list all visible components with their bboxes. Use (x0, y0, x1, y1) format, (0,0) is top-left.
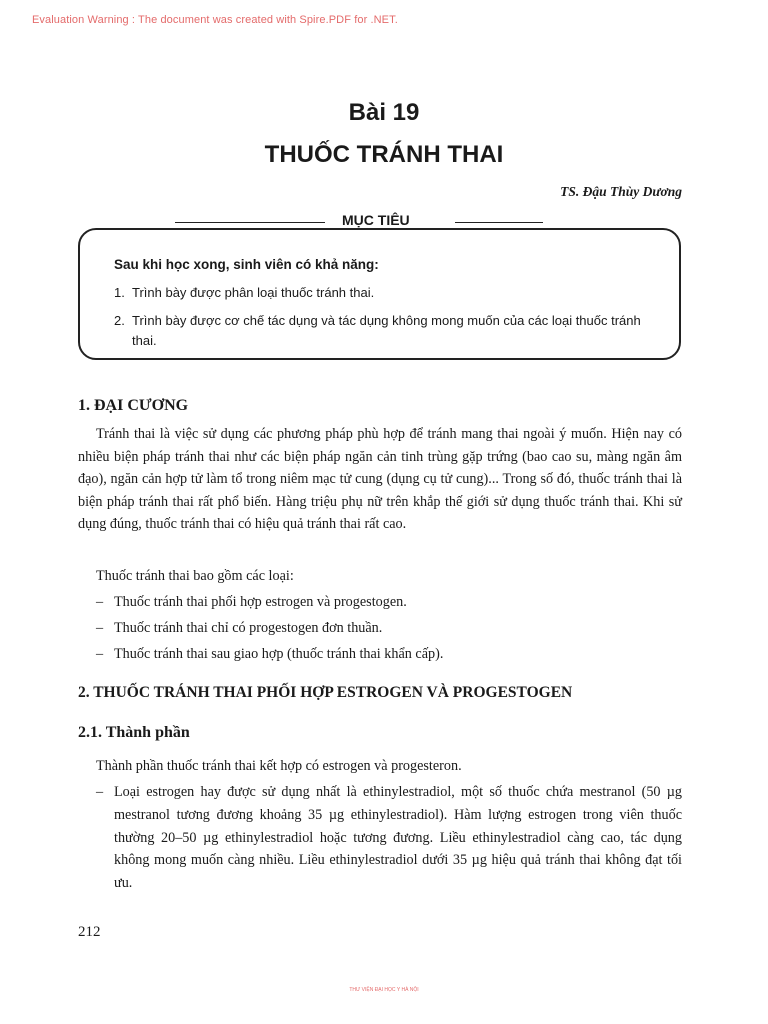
lesson-number: Bài 19 (348, 99, 420, 126)
dash-marker: – (96, 646, 104, 662)
list-item-text: Thuốc tránh thai phối hợp estrogen và progestogen. (114, 594, 407, 610)
list-item (96, 643, 682, 665)
objective-text: Trình bày được phân loại thuốc tránh thai. (132, 285, 375, 300)
dash-marker: – (96, 620, 104, 636)
objectives-heading: MỤC TIÊU (332, 212, 420, 228)
list-item-text: Thuốc tránh thai chỉ có progestogen đơn thuần. (114, 620, 383, 636)
dash-marker: – (96, 784, 104, 800)
objective-item (114, 311, 666, 351)
dash-marker: – (96, 594, 104, 610)
list-item (96, 781, 682, 895)
section-1-paragraph: Tránh thai là việc sử dụng các phương pháp phù hợp để tránh mang thai ngoài ý muốn. Hiện nay có nhiều biện pháp tránh thai như các biện pháp ngăn cản tinh trùng gặp trứng (bao cao su, màng ngăn âm đạo), ngăn cản hợp tử làm tổ trong niêm mạc tử cung (dụng cụ tử cung)... Trong số đó, thuốc tránh thai là biện pháp tránh thai rất phổ biến. Hàng triệu phụ nữ trên khắp thế giới sử dụng thuốc tránh thai. Khi sử dụng đúng, thuốc tránh thai có hiệu quả tránh thai rất cao. (78, 426, 682, 533)
objectives-rule-left (175, 222, 325, 223)
objective-item (114, 283, 666, 303)
page-number: 212 (78, 924, 101, 940)
objectives-intro: Sau khi học xong, sinh viên có khả năng: (114, 257, 379, 272)
types-intro: Thuốc tránh thai bao gồm các loại: (96, 568, 294, 584)
section-2-1-heading: 2.1. Thành phần (78, 724, 190, 741)
library-footer: THƯ VIỆN ĐẠI HỌC Y HÀ NỘI (349, 987, 419, 993)
section-2-heading: 2. THUỐC TRÁNH THAI PHỐI HỢP ESTROGEN VÀ PROGESTOGEN (78, 684, 573, 701)
list-item-text: Loại estrogen hay được sử dụng nhất là ethinylestradiol, một số thuốc chứa mestranol (50 µg mestranol tương đương khoảng 35 µg ethinylestradiol). Hàm lượng estrogen trong viên thuốc thường 20–50 µg ethinylestradiol hoặc tương đương. Liều ethinylestradiol càng cao, tác dụng không mong muốn càng nhiều. Liều ethinylestradiol dưới 35 µg hiệu quả tránh thai không đạt tối ưu. (114, 784, 682, 892)
list-item (96, 617, 682, 639)
list-item-text: Thuốc tránh thai sau giao hợp (thuốc tránh thai khẩn cấp). (114, 646, 444, 662)
objectives-rule-right (455, 222, 543, 223)
section-1-heading: 1. ĐẠI CƯƠNG (78, 397, 189, 414)
lesson-title: THUỐC TRÁNH THAI (264, 141, 504, 168)
author: TS. Đậu Thùy Dương (560, 184, 682, 199)
objective-number: 2. (114, 313, 125, 328)
evaluation-watermark: Evaluation Warning : The document was created with Spire.PDF for .NET. (32, 14, 398, 26)
composition-intro: Thành phần thuốc tránh thai kết hợp có estrogen và progesteron. (96, 758, 462, 774)
objective-text: Trình bày được cơ chế tác dụng và tác dụng không mong muốn của các loại thuốc tránh thai. (132, 313, 641, 348)
objective-number: 1. (114, 285, 125, 300)
list-item (96, 591, 682, 613)
